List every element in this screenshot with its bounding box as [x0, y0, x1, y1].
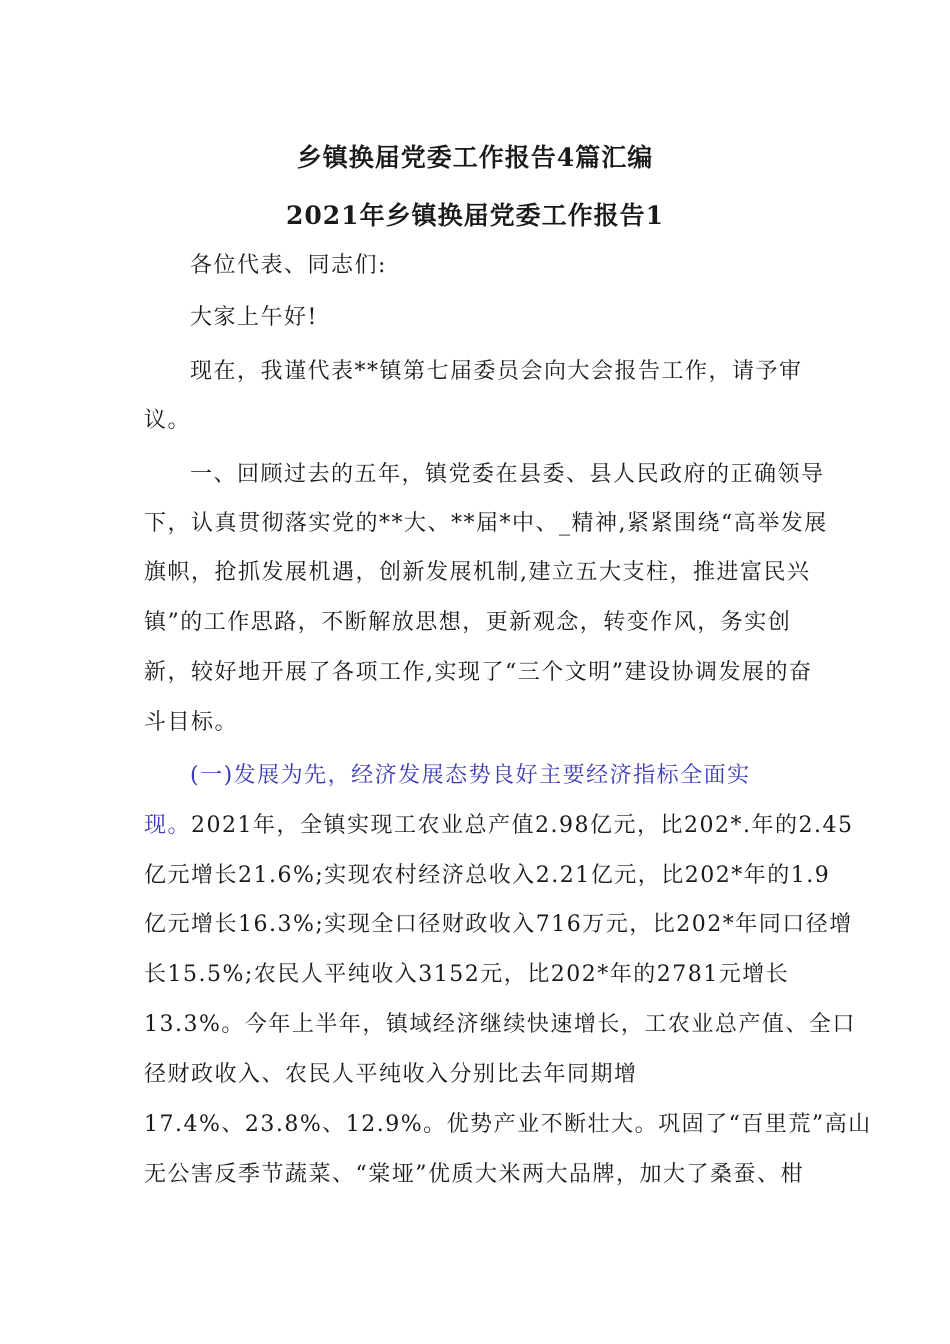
body-line: 长15.5%;农民人平纯收入3152元，比202*年的2781元增长 [144, 962, 790, 987]
body-line: 13.3%。今年上半年，镇域经济继续快速增长，工农业总产值、全口 [144, 1012, 856, 1037]
section-one-line: 一、回顾过去的五年，镇党委在县委、县人民政府的正确领导 [190, 462, 825, 487]
subsection-heading-continued [144, 808, 853, 839]
subsection-heading: (一)发展为先，经济发展态势良好主要经济指标全面实 [190, 763, 751, 788]
body-text: 2021年，全镇实现工农业总产值2.98亿元，比202*.年的2.45 [191, 813, 854, 838]
salutation: 大家上午好! [190, 305, 318, 330]
section-one-line: 镇”的工作思路，不断解放思想，更新观念，转变作风，务实创 [144, 610, 792, 635]
body-line: 亿元增长16.3%;实现全口径财政收入716万元，比202*年同口径增 [144, 912, 853, 937]
body-line: 亿元增长21.6%;实现农村经济总收入2.21亿元，比202*年的1.9 [144, 863, 831, 888]
section-one-line: 下，认真贯彻落实党的**大、**届*中、_精神,紧紧围绕“高举发展 [144, 511, 828, 536]
subsection-heading-end: 现。 [144, 813, 192, 838]
body-line: 17.4%、23.8%、12.9%。优势产业不断壮大。巩固了“百里荒”高山 [144, 1112, 872, 1137]
intro-line: 现在，我谨代表**镇第七届委员会向大会报告工作，请予审 [190, 359, 803, 384]
intro-line: 议。 [144, 408, 192, 433]
document-title: 乡镇换届党委工作报告4篇汇编 [296, 143, 654, 172]
body-line: 无公害反季节蔬菜、“棠垭”优质大米两大品牌，加大了桑蚕、柑 [144, 1162, 804, 1187]
body-line: 径财政收入、农民人平纯收入分别比去年同期增 [144, 1062, 638, 1087]
section-one-line: 旗帜，抢抓发展机遇，创新发展机制,建立五大支柱，推进富民兴 [144, 560, 811, 585]
section-one-line: 斗目标。 [144, 710, 239, 735]
document-subtitle: 2021年乡镇换届党委工作报告1 [286, 201, 664, 230]
greeting: 各位代表、同志们: [190, 253, 387, 278]
section-one-line: 新，较好地开展了各项工作,实现了“三个文明”建设协调发展的奋 [144, 660, 813, 685]
